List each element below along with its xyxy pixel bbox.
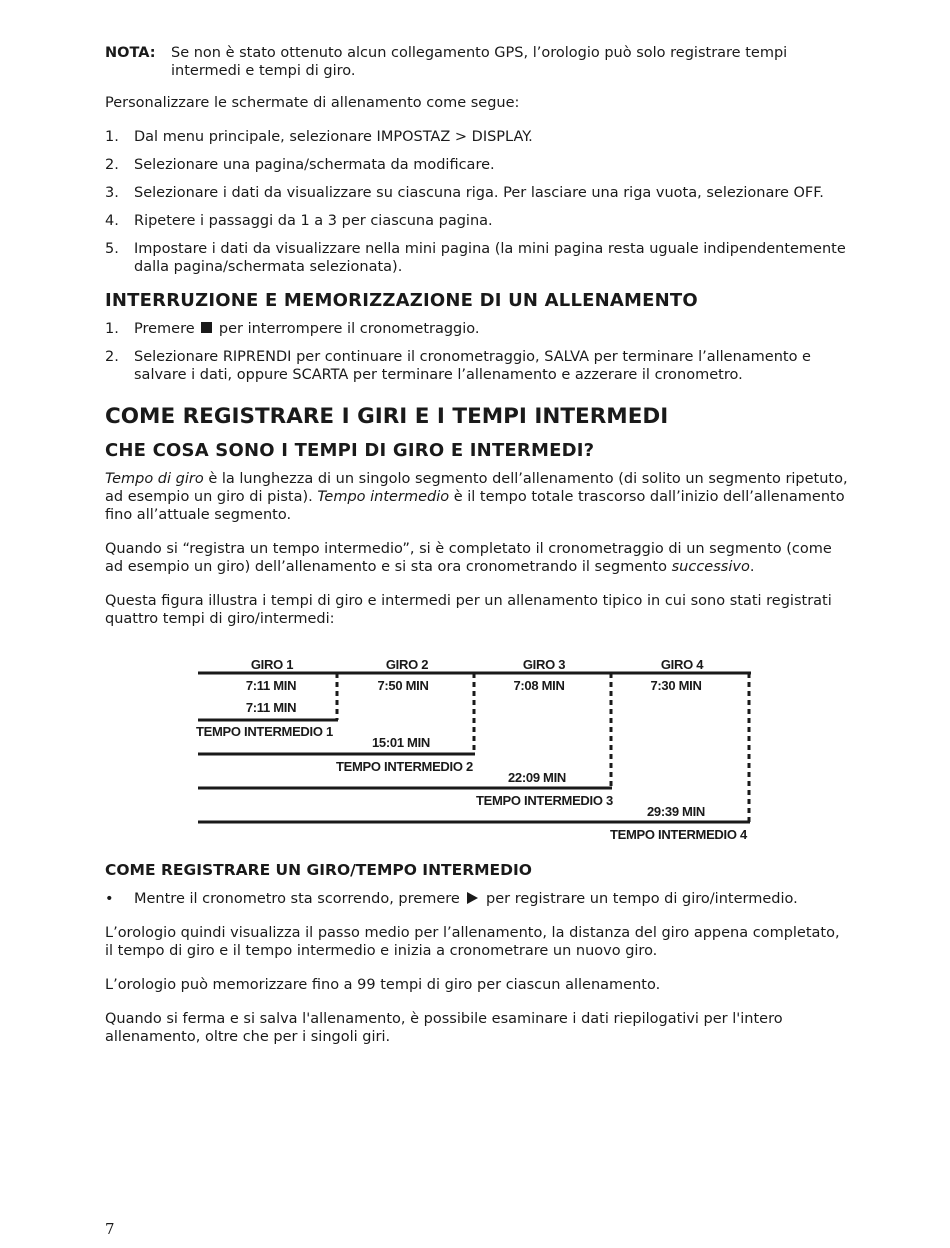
page-number: 7 [105, 1220, 115, 1238]
step-text: Premere per interrompere il cronometraggio. [134, 321, 480, 337]
step-item [105, 156, 850, 174]
step-number: 1. [105, 129, 119, 145]
lap-time: 7:08 MIN [513, 678, 565, 693]
lap-time: 7:30 MIN [650, 678, 702, 693]
step-item [105, 212, 850, 230]
note-label: NOTA: [105, 45, 156, 61]
step-number: 1. [105, 321, 119, 337]
step-item [105, 128, 850, 146]
step-number: 5. [105, 241, 119, 257]
bullet-dot: • [105, 891, 114, 907]
lap-split-svg [195, 652, 755, 848]
step-text: Selezionare una pagina/schermata da modificare. [134, 157, 495, 173]
subsection-title-record-lap: COME REGISTRARE UN GIRO/TEMPO INTERMEDIO [105, 861, 532, 879]
split-label: TEMPO INTERMEDIO 4 [610, 827, 747, 842]
step-text: Dal menu principale, selezionare IMPOSTAZ > DISPLAY. [134, 129, 533, 145]
play-triangle-icon [467, 892, 478, 904]
lap-display-text: L’orologio quindi visualizza il passo medio per l’allenamento, la distanza del giro appena completato, il tempo di giro e il tempo intermedio e inizia a cronometrare un nuovo giro. [105, 925, 840, 959]
step-item [105, 240, 850, 276]
note-block [105, 44, 850, 80]
split-label: TEMPO INTERMEDIO 2 [336, 759, 473, 774]
split-time: 29:39 MIN [647, 804, 705, 819]
split-label: TEMPO INTERMEDIO 1 [196, 724, 333, 739]
lap-memory-text: L’orologio può memorizzare fino a 99 tempi di giro per ciascun allenamento. [105, 977, 661, 993]
step-text: Selezionare RIPRENDI per continuare il cronometraggio, SALVA per terminare l’allenamento e salvare i dati, oppure SCARTA per terminare l’allenamento e azzerare il cronometro. [134, 349, 811, 383]
split-time: 7:11 MIN [245, 700, 297, 715]
bullet-text: Mentre il cronometro sta scorrendo, premere per registrare un tempo di giro/intermedio. [134, 891, 798, 907]
bullet-item [105, 890, 850, 908]
figure-intro: Questa figura illustra i tempi di giro e intermedi per un allenamento tipico in cui sono stati registrati quattro tempi di giro/intermedi: [105, 593, 832, 627]
lap-time: 7:11 MIN [245, 678, 297, 693]
summary-text: Quando si ferma e si salva l'allenamento, è possibile esaminare i dati riepilogativi per l'intero allenamento, oltre che per i singoli giri. [105, 1011, 783, 1045]
step-text: Selezionare i dati da visualizzare su ciascuna riga. Per lasciare una riga vuota, selezionare OFF. [134, 185, 824, 201]
split-explanation: Quando si “registra un tempo intermedio”, si è completato il cronometraggio di un segmento (come ad esempio un giro) dell’allenamento e si sta ora cronometrando il segmento successivo. [105, 541, 832, 575]
manual-page [105, 44, 850, 644]
step-item [105, 184, 850, 202]
lap-definition: Tempo di giro è la lunghezza di un singolo segmento dell’allenamento (di solito un segmento ripetuto, ad esempio un giro di pista). Tempo intermedio è il tempo totale trascorso dall’inizio dell’allenamento fino all’attuale segmento. [105, 471, 848, 523]
manual-page-lower [105, 860, 850, 1062]
lap-time: 7:50 MIN [377, 678, 429, 693]
lap-label: GIRO 3 [522, 657, 566, 672]
lap-split-diagram [195, 652, 755, 848]
split-time: 22:09 MIN [508, 770, 566, 785]
lap-label: GIRO 2 [385, 657, 429, 672]
step-number: 2. [105, 349, 119, 365]
step-text: Ripetere i passaggi da 1 a 3 per ciascuna pagina. [134, 213, 493, 229]
step-number: 2. [105, 157, 119, 173]
section-title-laps: COME REGISTRARE I GIRI E I TEMPI INTERMEDI [105, 404, 669, 429]
stop-square-icon [201, 322, 212, 333]
lap-label: GIRO 1 [250, 657, 294, 672]
split-time: 15:01 MIN [372, 735, 430, 750]
step-text: Impostare i dati da visualizzare nella mini pagina (la mini pagina resta uguale indipendentemente dalla pagina/schermata selezionata). [134, 241, 846, 275]
note-text: Se non è stato ottenuto alcun collegamento GPS, l’orologio può solo registrare tempi intermedi e tempi di giro. [171, 45, 788, 79]
lap-label: GIRO 4 [660, 657, 704, 672]
stop-save-steps [105, 320, 850, 384]
step-item [105, 320, 850, 338]
section-title-stop-save: INTERRUZIONE E MEMORIZZAZIONE DI UN ALLENAMENTO [105, 290, 698, 311]
step-number: 4. [105, 213, 119, 229]
intro-text: Personalizzare le schermate di allenamento come segue: [105, 95, 520, 111]
customize-steps [105, 128, 850, 276]
step-number: 3. [105, 185, 119, 201]
subsection-title-what-are: CHE COSA SONO I TEMPI DI GIRO E INTERMEDI? [105, 440, 595, 461]
step-item [105, 348, 850, 384]
split-label: TEMPO INTERMEDIO 3 [476, 793, 613, 808]
